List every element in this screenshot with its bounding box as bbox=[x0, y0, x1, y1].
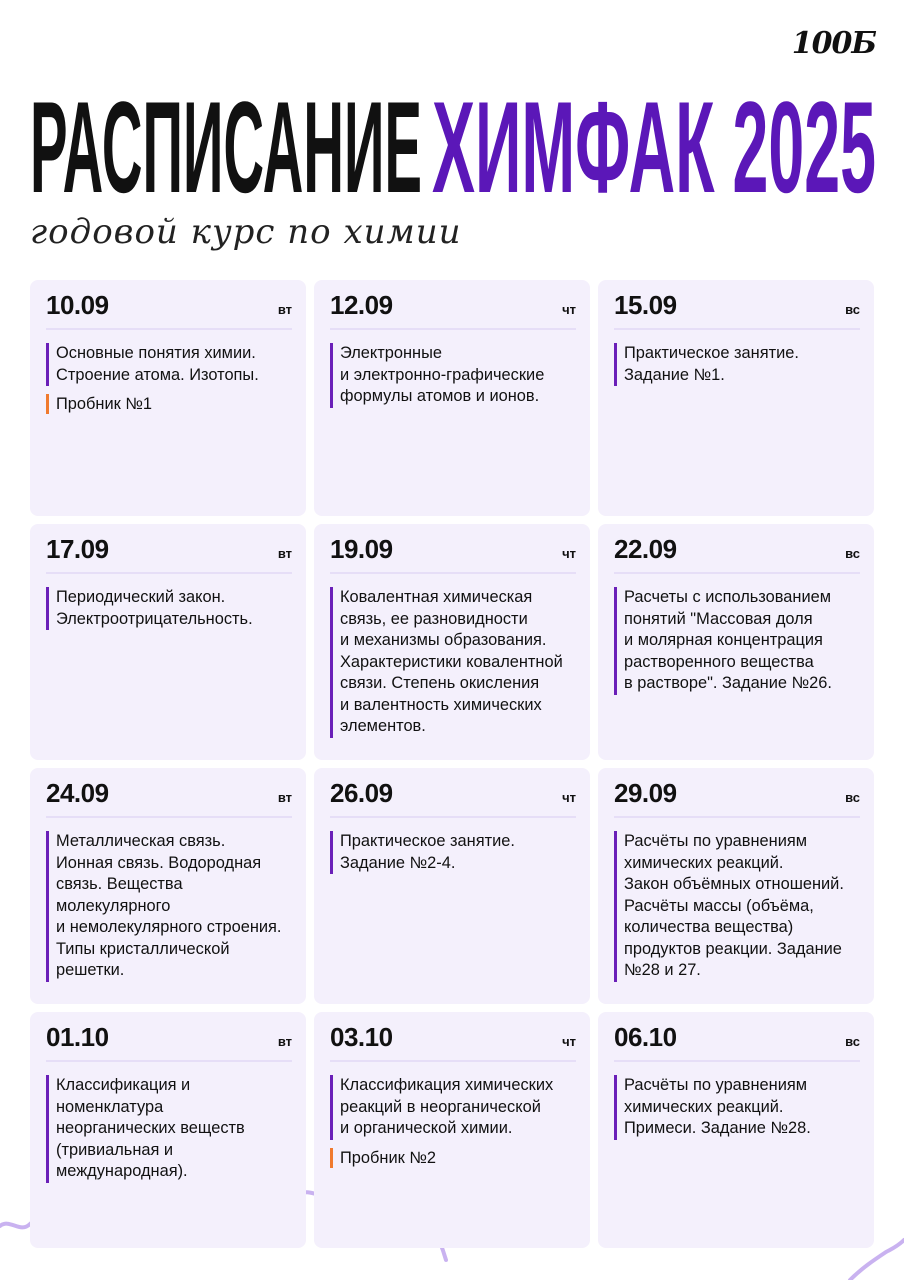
schedule-card bbox=[314, 280, 590, 516]
schedule-grid bbox=[30, 280, 874, 1248]
card-header bbox=[614, 778, 860, 818]
card-topic: Периодический закон. Электроотрицательность. bbox=[46, 587, 292, 630]
card-header bbox=[46, 778, 292, 818]
card-weekday: чт bbox=[562, 790, 576, 805]
card-date: 12.09 bbox=[330, 290, 393, 320]
schedule-card bbox=[30, 768, 306, 1004]
card-weekday: чт bbox=[562, 302, 576, 317]
card-date: 22.09 bbox=[614, 534, 677, 564]
card-topic: Классификация и номенклатура неорганических веществ (тривиальная и международная). bbox=[46, 1075, 292, 1183]
card-date: 26.09 bbox=[330, 778, 393, 808]
brand-logo: 100Б bbox=[791, 26, 876, 61]
card-date: 29.09 bbox=[614, 778, 677, 808]
card-header bbox=[46, 1022, 292, 1062]
card-date: 24.09 bbox=[46, 778, 109, 808]
schedule-card bbox=[30, 280, 306, 516]
card-topic: Ковалентная химическая связь, ее разновидности и механизмы образования. Характеристики ковалентной связи. Степень окисления и валентность химических элементов. bbox=[330, 587, 576, 738]
card-topic: Электронные и электронно-графические формулы атомов и ионов. bbox=[330, 343, 576, 408]
card-weekday: вс bbox=[845, 302, 860, 317]
card-weekday: вс bbox=[845, 790, 860, 805]
card-date: 15.09 bbox=[614, 290, 677, 320]
card-weekday: вт bbox=[277, 1034, 292, 1049]
card-date: 01.10 bbox=[46, 1022, 109, 1052]
card-weekday: вс bbox=[845, 1034, 860, 1049]
card-header bbox=[330, 1022, 576, 1062]
card-weekday: вт bbox=[277, 546, 292, 561]
card-topic: Классификация химических реакций в неорганической и органической химии. bbox=[330, 1075, 576, 1140]
card-header bbox=[330, 778, 576, 818]
schedule-card bbox=[30, 1012, 306, 1248]
card-date: 10.09 bbox=[46, 290, 109, 320]
schedule-card bbox=[598, 1012, 874, 1248]
page-title bbox=[30, 84, 876, 204]
card-date: 06.10 bbox=[614, 1022, 677, 1052]
card-weekday: вс bbox=[845, 546, 860, 561]
card-date: 03.10 bbox=[330, 1022, 393, 1052]
schedule-card bbox=[314, 524, 590, 760]
schedule-card bbox=[30, 524, 306, 760]
card-weekday: чт bbox=[562, 546, 576, 561]
title-black: РАСПИСАНИЕ bbox=[30, 84, 422, 204]
card-topic: Практическое занятие. Задание №2-4. bbox=[330, 831, 576, 874]
card-topic: Практическое занятие. Задание №1. bbox=[614, 343, 860, 386]
card-mock-exam: Пробник №2 bbox=[330, 1148, 576, 1168]
card-header bbox=[330, 290, 576, 330]
page-subtitle: годовой курс по химии bbox=[30, 212, 462, 252]
card-header bbox=[46, 534, 292, 574]
schedule-card bbox=[598, 524, 874, 760]
card-header bbox=[614, 1022, 860, 1062]
card-weekday: чт bbox=[562, 1034, 576, 1049]
card-topic: Расчеты с использованием понятий "Массовая доля и молярная концентрация растворенного вещества в растворе". Задание №26. bbox=[614, 587, 860, 695]
card-weekday: вт bbox=[277, 302, 292, 317]
schedule-card bbox=[598, 768, 874, 1004]
card-header bbox=[330, 534, 576, 574]
card-header bbox=[46, 290, 292, 330]
card-header bbox=[614, 290, 860, 330]
title-purple: ХИМФАК 2025 bbox=[432, 84, 876, 204]
card-date: 17.09 bbox=[46, 534, 109, 564]
schedule-card bbox=[314, 1012, 590, 1248]
card-weekday: вт bbox=[277, 790, 292, 805]
card-topic: Расчёты по уравнениям химических реакций. Закон объёмных отношений. Расчёты массы (объёма, количества вещества) продуктов реакции. Задание №28 и 27. bbox=[614, 831, 860, 982]
card-topic: Расчёты по уравнениям химических реакций. Примеси. Задание №28. bbox=[614, 1075, 860, 1140]
card-header bbox=[614, 534, 860, 574]
card-mock-exam: Пробник №1 bbox=[46, 394, 292, 414]
card-topic: Металлическая связь. Ионная связь. Водородная связь. Вещества молекулярного и немолекулярного строения. Типы кристаллической решетки. bbox=[46, 831, 292, 982]
card-date: 19.09 bbox=[330, 534, 393, 564]
schedule-card bbox=[314, 768, 590, 1004]
schedule-card bbox=[598, 280, 874, 516]
card-topic: Основные понятия химии. Строение атома. Изотопы. bbox=[46, 343, 292, 386]
